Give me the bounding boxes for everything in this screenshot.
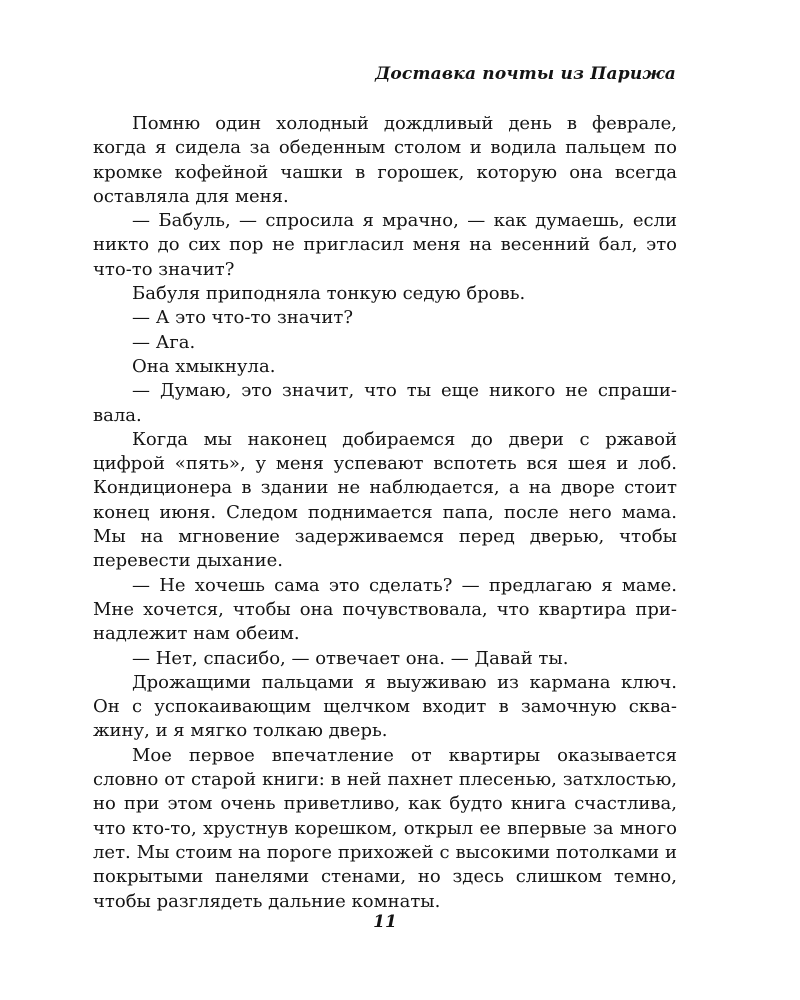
paragraph: Когда мы наконец добираемся до двери с ржавой цифрой «пять», у меня успевают вспотеть вся шея и лоб. Кондиционера в здании не наблюдается, а на дворе стоит конец июня. Следом поднимается папа, после него мама. Мы на мгновение задерживаемся перед дверью, чтобы перевести дыхание. bbox=[93, 428, 677, 572]
paragraph: Дрожащими пальцами я выуживаю из кармана ключ. Он с успокаивающим щелчком входит в замочную скважину, и я мягко толкаю дверь. bbox=[93, 671, 677, 742]
paragraph: — Бабуль, — спросила я мрачно, — как думаешь, если никто до сих пор не пригласил меня на весенний бал, это что-то значит? bbox=[93, 210, 677, 280]
paragraph: — Ага. bbox=[132, 331, 196, 353]
paragraph: Бабуля приподняла тонкую седую бровь. bbox=[132, 283, 526, 305]
paragraph: — Нет, спасибо, — отвечает она. — Давай ты. bbox=[132, 647, 569, 669]
page-number: 11 bbox=[373, 912, 397, 932]
body-text bbox=[93, 112, 677, 914]
paragraph: — А это что-то значит? bbox=[132, 307, 354, 329]
running-head: Доставка почты из Парижа bbox=[375, 64, 676, 84]
paragraph: Мое первое впечатление от квартиры оказывается словно от старой книги: в ней пахнет плесенью, затхлостью, но при этом очень приветливо, как будто книга счастлива, что кто-то, хрустнув корешком, открыл ее впервые за много лет. Мы стоим на пороге прихожей с высокими потолками и покрытыми панелями стенами, но здесь слишком темно, чтобы разглядеть дальние комнаты. bbox=[93, 744, 677, 912]
paragraph: Она хмыкнула. bbox=[132, 355, 276, 377]
paragraph: — Думаю, это значит, что ты еще никого не спрашивала. bbox=[93, 380, 677, 426]
paragraph: — Не хочешь сама это сделать? — предлагаю я маме. Мне хочется, чтобы она почувствовала, что квартира принадлежит нам обеим. bbox=[93, 574, 677, 645]
paragraph: Помню один холодный дождливый день в феврале, когда я сидела за обеденным столом и водила пальцем по кромке кофейной чашки в горошек, которую она всегда оставляла для меня. bbox=[93, 113, 677, 207]
